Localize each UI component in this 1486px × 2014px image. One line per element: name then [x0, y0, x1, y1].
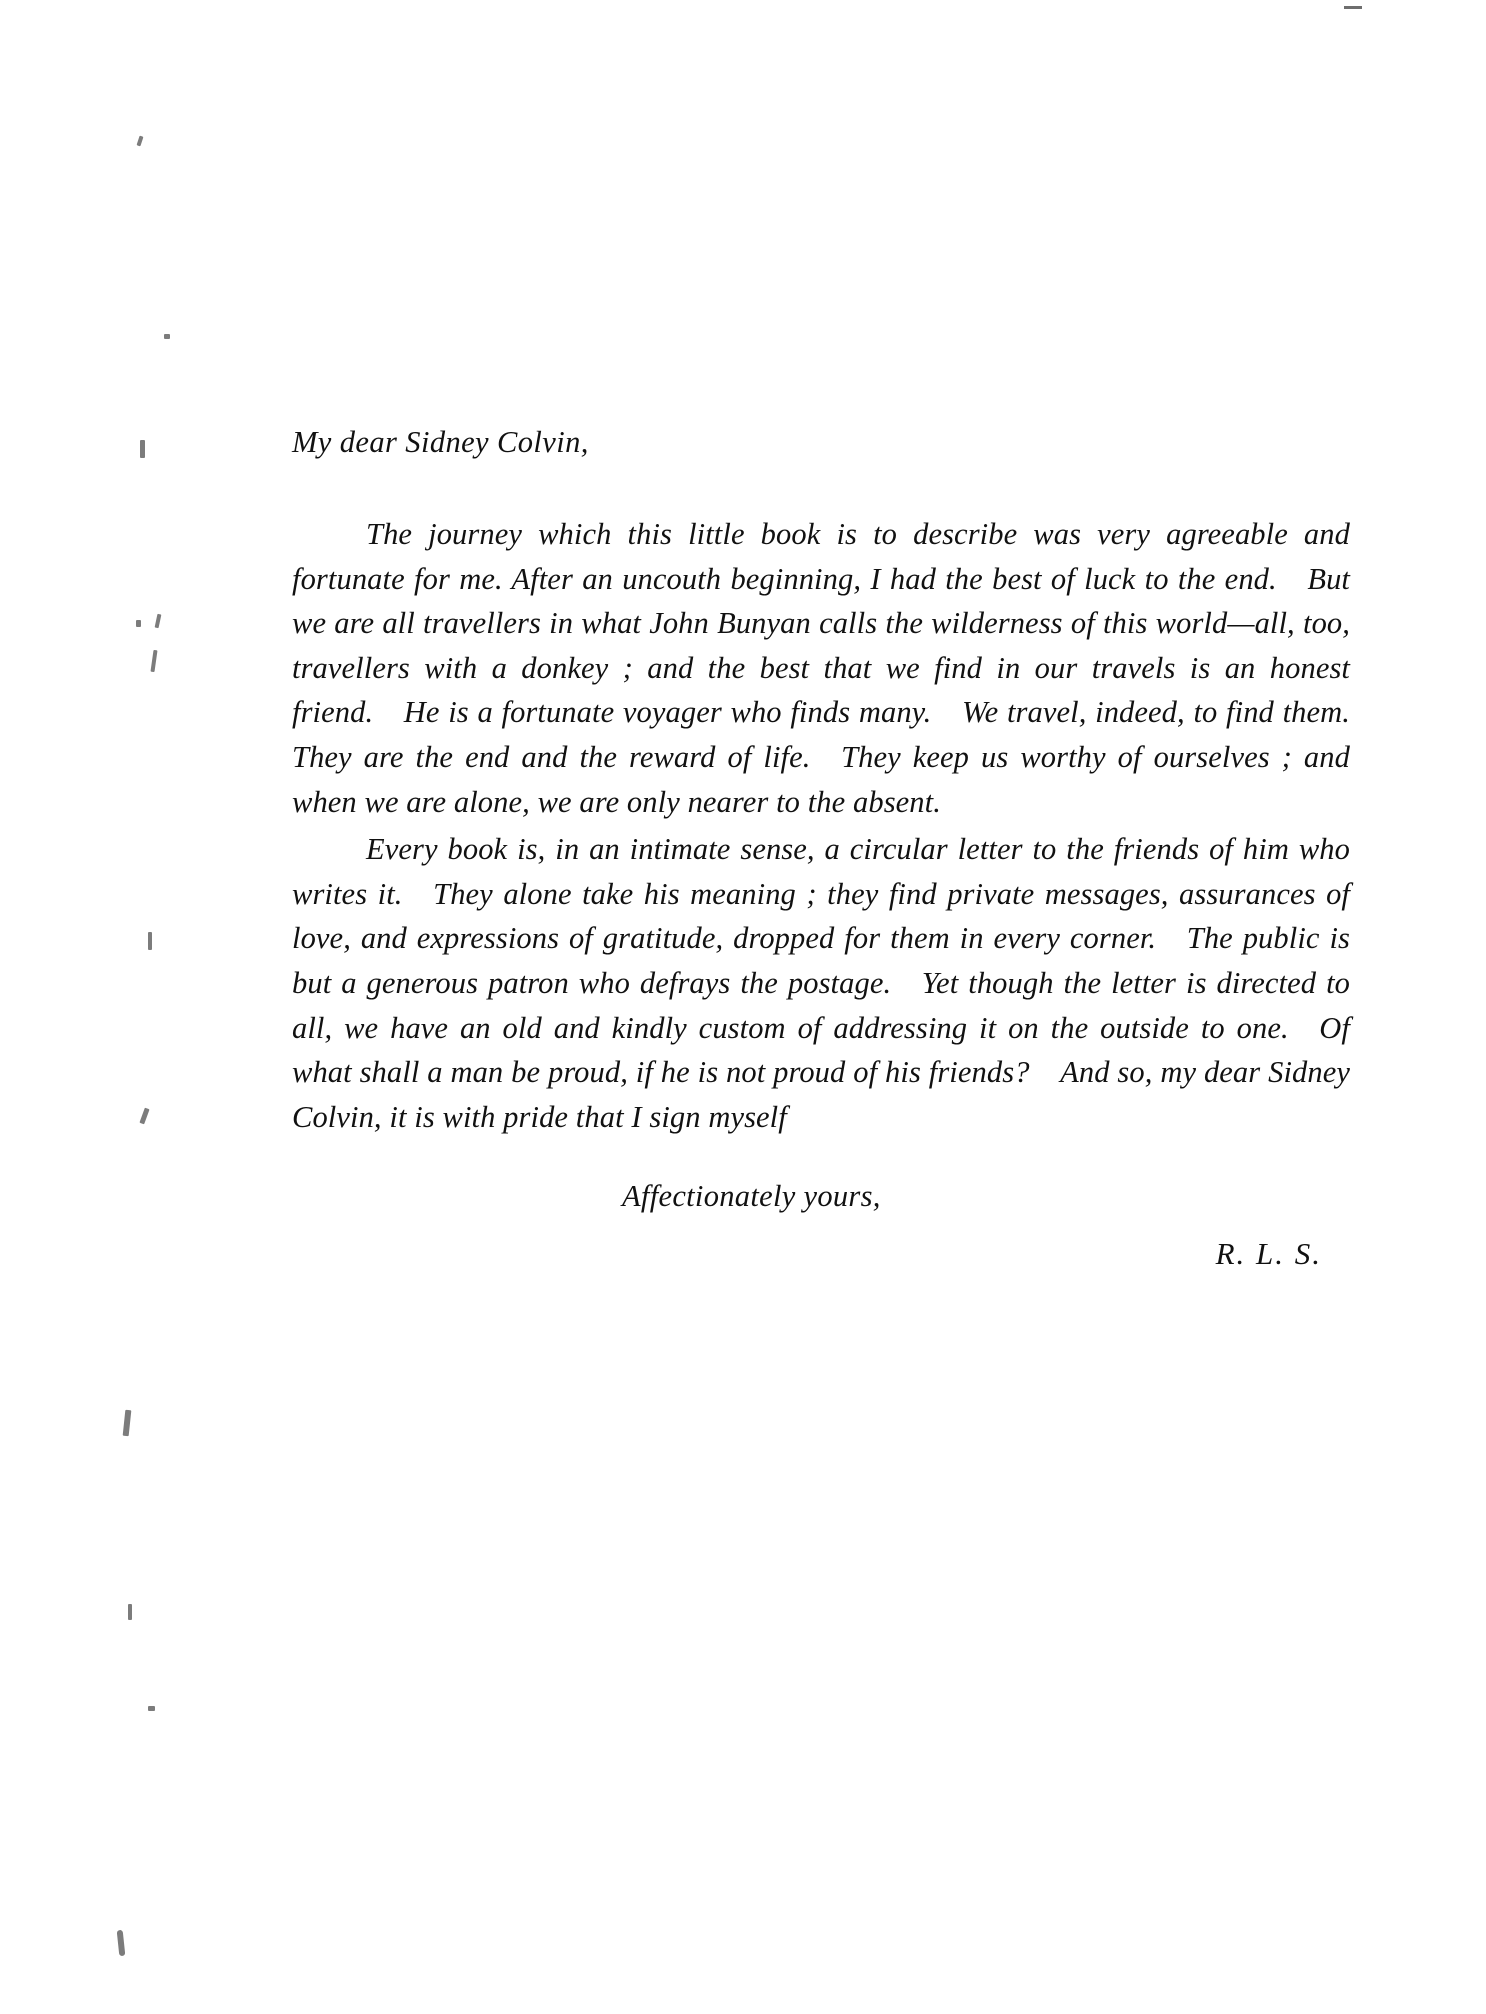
letter-content	[292, 420, 1350, 1272]
scan-artifact-margin	[128, 1604, 132, 1620]
letter-body	[292, 512, 1350, 1139]
scan-artifact-margin	[148, 1706, 155, 1711]
closing-line: Affectionately yours,	[622, 1179, 881, 1214]
scan-artifact-margin	[150, 650, 157, 672]
paragraph: The journey which this little book is to describe was very agreeable and fortunate for me. After an uncouth beginning, I had the best of luck to the end. But we are all travellers in what John Bunyan calls the wilderness of this world—all, too, travellers with a donkey ; and the best that we find in our travels is an honest friend. He is a fortunate voyager who finds many. We travel, indeed, to find them. They are the end and the reward of life. They keep us worthy of ourselves ; and when we are alone, we are only nearer to the absent.	[292, 517, 1350, 819]
scan-artifact-margin	[123, 1410, 132, 1436]
scan-artifact-margin	[164, 334, 170, 339]
scan-artifact-top	[1344, 6, 1362, 9]
scan-artifact-margin	[155, 614, 162, 629]
scan-artifact-margin	[117, 1930, 126, 1956]
signature: R. L. S.	[1215, 1236, 1322, 1272]
salutation: My dear Sidney Colvin,	[292, 425, 589, 459]
scan-artifact-margin	[140, 440, 145, 458]
scan-artifact-margin	[137, 136, 144, 147]
scan-artifact-margin	[136, 620, 141, 627]
scan-artifact-margin	[148, 932, 152, 950]
paragraph: Every book is, in an intimate sense, a circular letter to the friends of him who writes it. They alone take his meaning ; they find private messages, assurances of love, and expressions of gratitude, dropped for them in every corner. The public is but a generous patron who defrays the postage. Yet though the letter is directed to all, we have an old and kindly custom of addressing it on the outside to one. Of what shall a man be proud, if he is not proud of his friends? And so, my dear Sidney Colvin, it is with pride that I sign myself	[292, 832, 1350, 1134]
scan-artifact-margin	[139, 1108, 149, 1125]
